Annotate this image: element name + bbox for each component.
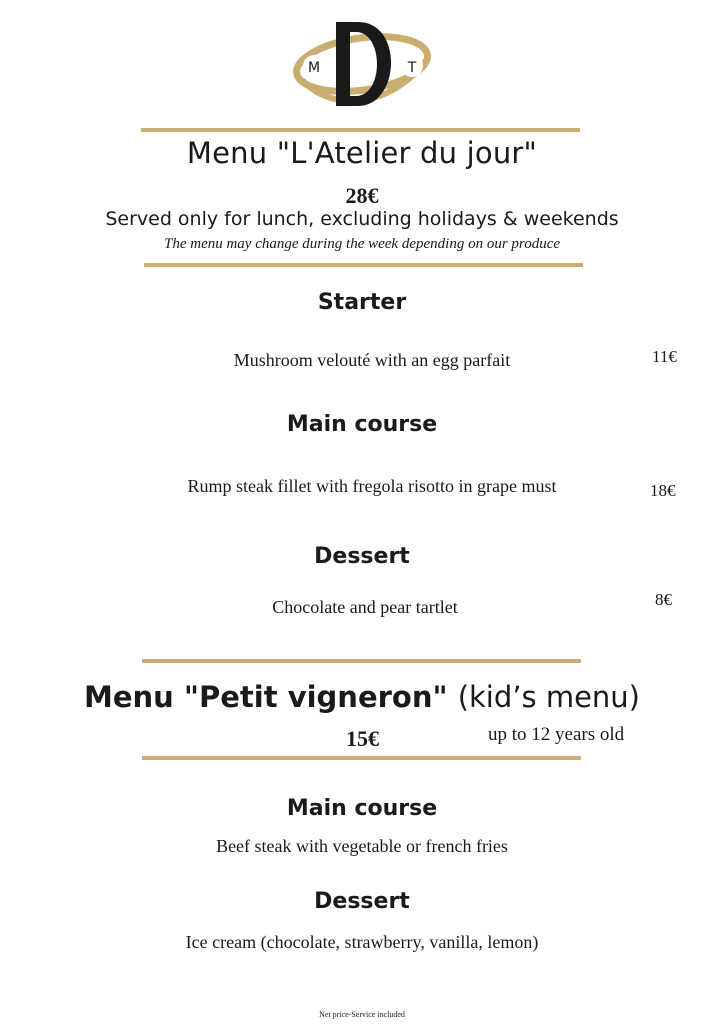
logo-letter-m: M (307, 60, 321, 76)
kids-dessert-dish: Ice cream (chocolate, strawberry, vanilla, lemon) (185, 932, 539, 952)
kids-menu-title-main: Menu "Petit vigneron" (83, 680, 448, 714)
dmt-monogram-logo-icon (292, 18, 432, 110)
atelier-produce-note: The menu may change during the week depending on our produce (163, 236, 561, 252)
atelier-served-info: Served only for lunch, excluding holidays & weekends (105, 208, 619, 230)
section-heading-dessert: Dessert (314, 544, 410, 569)
dessert-dish: Chocolate and pear tartlet (272, 597, 458, 617)
kids-main-course-dish: Beef steak with vegetable or french fries (216, 836, 508, 856)
kids-age-limit: up to 12 years old (488, 724, 625, 745)
gold-divider (142, 756, 581, 760)
kids-section-heading-dessert: Dessert (314, 889, 410, 914)
gold-divider (142, 659, 581, 663)
section-heading-starter: Starter (317, 290, 407, 315)
logo-letter-t: T (407, 60, 417, 76)
atelier-menu-price: 28€ (345, 183, 379, 208)
main-course-dish: Rump steak fillet with fregola risotto in grape must (187, 476, 557, 496)
gold-divider (144, 263, 583, 267)
footer-note: Net price-Service included (319, 1010, 405, 1019)
section-heading-main-course: Main course (286, 412, 438, 437)
dessert-price: 8€ (655, 590, 672, 609)
kids-section-heading-main-course: Main course (286, 796, 438, 821)
atelier-menu-title: Menu "L'Atelier du jour" (186, 136, 538, 170)
main-course-price: 18€ (650, 481, 676, 500)
kids-menu-title (0, 680, 724, 714)
kids-menu-title-suffix: (kid’s menu) (457, 680, 640, 714)
starter-dish: Mushroom velouté with an egg parfait (233, 350, 511, 370)
gold-divider (141, 128, 580, 132)
starter-price: 11€ (652, 347, 677, 366)
kids-menu-price: 15€ (346, 726, 379, 751)
